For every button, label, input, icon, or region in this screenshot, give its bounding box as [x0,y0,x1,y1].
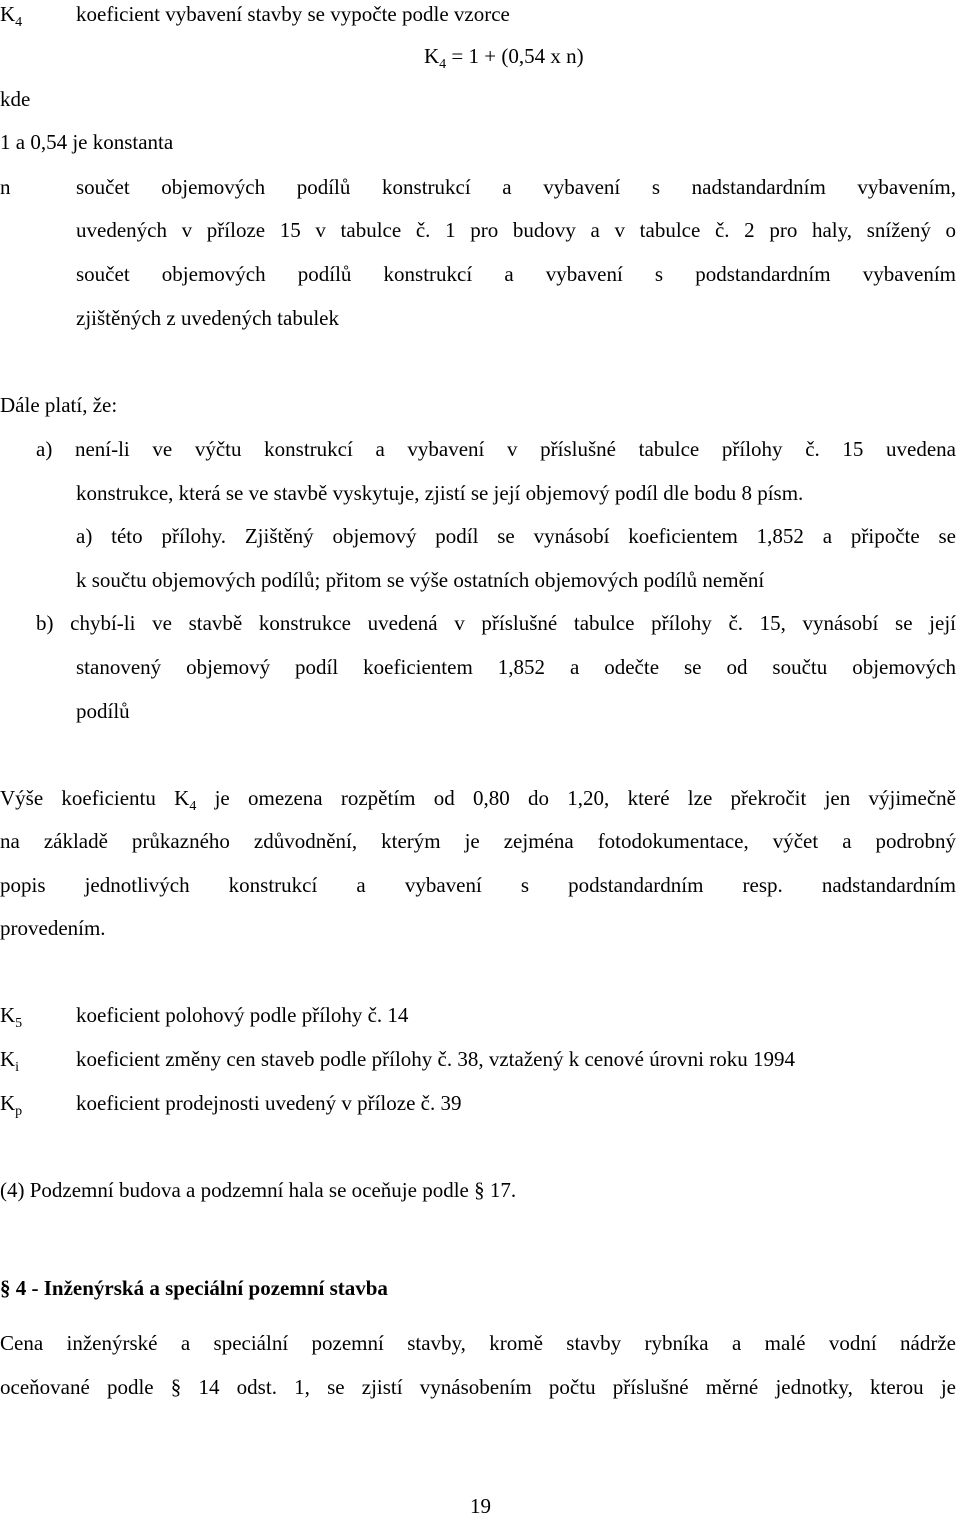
n-line-3: součet objemových podílů konstrukcí a vybavení s podstandardním vybavením [76,262,956,286]
limit-pre: Výše koeficientu K [0,786,190,810]
limit-line-4: provedením. [0,916,106,940]
limit-sub: 4 [189,799,197,814]
item-b-line-2: stanovený objemový podíl koeficientem 1,852 a odečte se od součtu objemových [76,655,956,679]
n-symbol: n [0,175,11,199]
coef-k5-main: K [0,1003,16,1027]
dale-intro: Dále platí, že: [0,393,118,417]
formula-sub: 4 [439,57,447,72]
section-4-heading: § 4 - Inženýrská a speciální pozemní stavba [0,1276,388,1300]
limit-line-3: popis jednotlivých konstrukcí a vybavení s podstandardním resp. nadstandardním [0,873,956,897]
coef-kp-sub: p [15,1104,23,1119]
page-number: 19 [470,1494,491,1518]
n-line-4: zjištěných z uvedených tabulek [76,306,339,330]
coef-k5-text: koeficient polohový podle přílohy č. 14 [76,1003,409,1027]
limit-line-1 [0,786,956,814]
constant-line: 1 a 0,54 je konstanta [0,130,174,154]
k4-symbol-main: K [0,2,16,26]
n-line-2: uvedených v příloze 15 v tabulce č. 1 pro budovy a v tabulce č. 2 pro haly, snížený o [76,218,956,242]
limit-post: je omezena rozpětím od 0,80 do 1,20, které lze překročit jen výjimečně [196,786,956,810]
item-a-line-2: konstrukce, která se ve stavbě vyskytuje, zjistí se její objemový podíl dle bodu 8 písm. [76,481,804,505]
limit-line-2: na základě průkazného zdůvodnění, kterým je zejména fotodokumentace, výčet a podrobný [0,829,956,853]
formula-rest: = 1 + (0,54 x n) [446,44,584,68]
item-a-line-3: a) této přílohy. Zjištěný objemový podíl se vynásobí koeficientem 1,852 a připočte se [76,524,956,548]
coef-k5-symbol [0,1003,23,1031]
kde-label: kde [0,87,31,111]
k4-symbol-sub: 4 [15,15,23,30]
coef-kp-symbol [0,1091,23,1119]
coef-kp-main: K [0,1091,16,1115]
item-a-line-4: k součtu objemových podílů; přitom se výše ostatních objemových podílů nemění [76,568,765,592]
coef-ki-symbol [0,1047,20,1075]
n-line-1: součet objemových podílů konstrukcí a vybavení s nadstandardním vybavením, [76,175,956,199]
coef-k5-sub: 5 [15,1016,23,1031]
item-a-line-1: a) není-li ve výčtu konstrukcí a vybavení v příslušné tabulce přílohy č. 15 uvedena [36,437,956,461]
coef-ki-sub: i [15,1060,20,1075]
item-b-line-3: podílů [76,699,130,723]
item-b-line-1: b) chybí-li ve stavbě konstrukce uvedená v příslušné tabulce přílohy č. 15, vynásobí se její [36,611,956,635]
k4-formula [424,44,584,72]
section-4-line-2: oceňované podle § 14 odst. 1, se zjistí vynásobením počtu příslušné měrné jednotky, kterou je [0,1375,956,1399]
k4-symbol [0,2,23,30]
formula-k: K [424,44,440,68]
paragraph-4: (4) Podzemní budova a podzemní hala se oceňuje podle § 17. [0,1178,517,1202]
section-4-line-1: Cena inženýrské a speciální pozemní stavby, kromě stavby rybníka a malé vodní nádrže [0,1331,956,1355]
k4-description: koeficient vybavení stavby se vypočte podle vzorce [76,2,510,26]
coef-ki-text: koeficient změny cen staveb podle přílohy č. 38, vztažený k cenové úrovni roku 1994 [76,1047,796,1071]
coef-kp-text: koeficient prodejnosti uvedený v příloze č. 39 [76,1091,462,1115]
coef-ki-main: K [0,1047,16,1071]
